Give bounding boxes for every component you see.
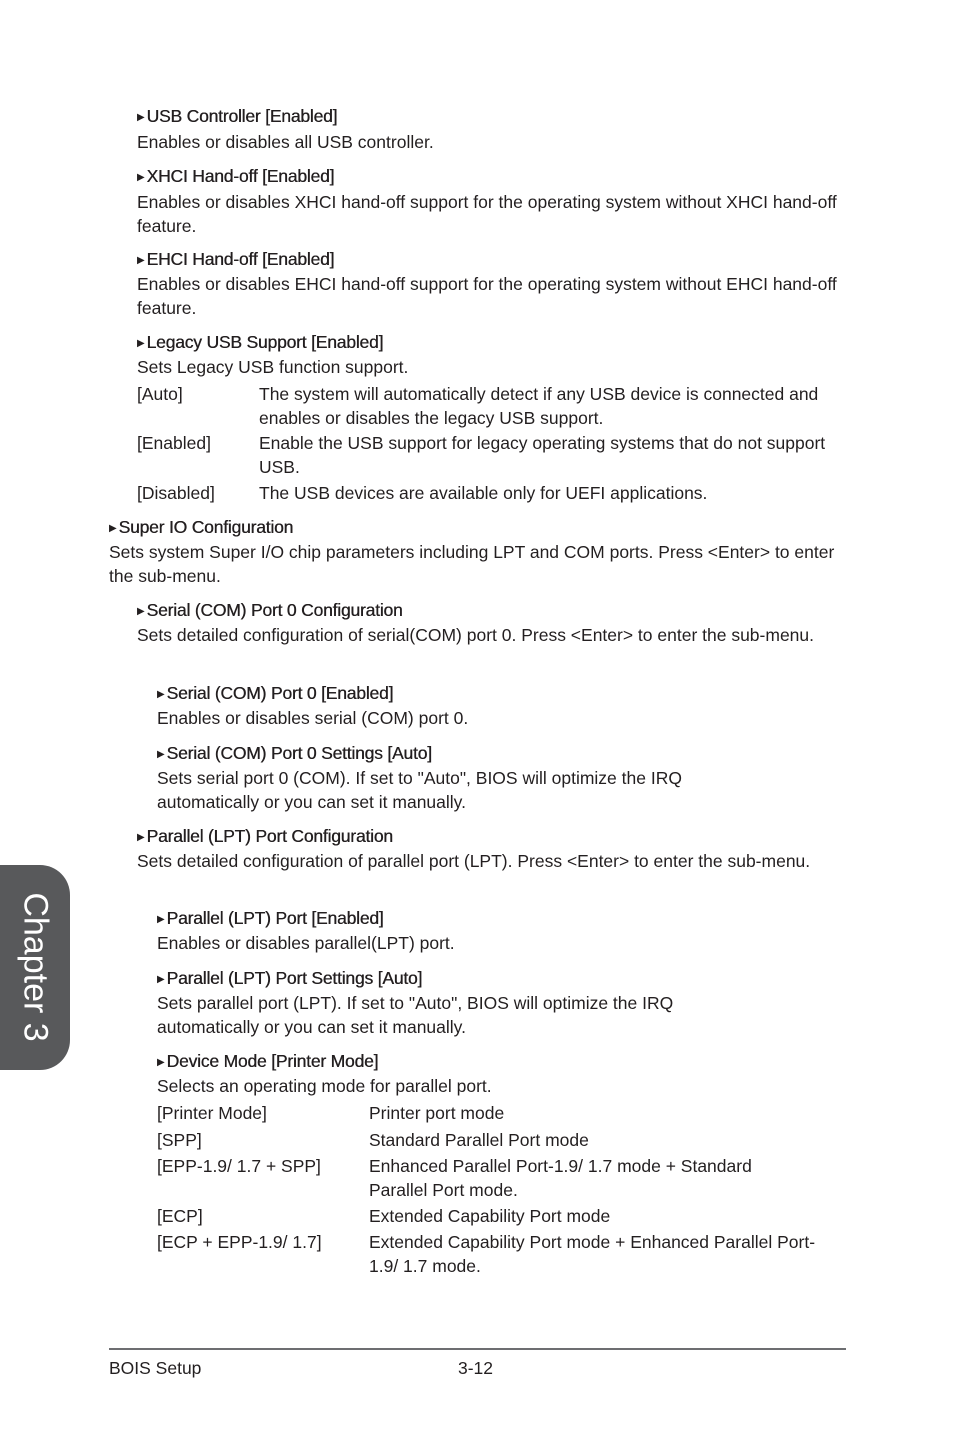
triangle-right-icon: ▶ [157,749,165,760]
chapter-label: Chapter 3 [16,892,55,1042]
option-value: Standard Parallel Port mode [369,1130,589,1150]
section-heading: ▶ Legacy USB Support [Enabled] [137,332,384,352]
triangle-right-icon: ▶ [137,172,145,183]
triangle-right-icon: ▶ [157,689,165,700]
option-value: Printer port mode [369,1103,505,1123]
triangle-right-icon: ▶ [137,338,145,349]
section-heading: ▶ Serial (COM) Port 0 Settings [Auto] [157,743,432,763]
triangle-right-icon: ▶ [137,832,145,843]
triangle-right-icon: ▶ [137,255,145,266]
footer-section-title: BOIS Setup [109,1358,202,1378]
section-description: Sets detailed configuration of serial(COM) port 0. Press <Enter> to enter the sub-menu. [137,625,815,645]
option-value: The system will automatically detect if any USB device is connected and enables or disables the legacy USB support. [259,384,819,428]
section-heading: ▶ Parallel (LPT) Port Configuration [137,826,393,846]
option-key: [ECP] [157,1206,203,1226]
option-key: [SPP] [157,1130,202,1150]
option-key: [EPP-1.9/ 1.7 + SPP] [157,1156,321,1176]
section-description: Enables or disables serial (COM) port 0. [157,708,469,728]
section-description: Sets parallel port (LPT). If set to "Auto", BIOS will optimize the IRQ automatically or you can set it manually. [157,993,674,1037]
option-key: [Auto] [137,384,183,404]
option-value: Enable the USB support for legacy operating systems that do not support USB. [259,433,826,477]
option-key: [Enabled] [137,433,211,453]
section-heading: ▶ Serial (COM) Port 0 Configuration [137,600,403,620]
section-description: Sets Legacy USB function support. [137,357,409,377]
section-description: Selects an operating mode for parallel port. [157,1076,492,1096]
section-heading: ▶ XHCI Hand-off [Enabled] [137,166,335,186]
section-heading: ▶ EHCI Hand-off [Enabled] [137,249,335,269]
triangle-right-icon: ▶ [157,974,165,985]
section-heading: ▶ USB Controller [Enabled] [137,106,338,126]
option-key: [Printer Mode] [157,1103,267,1123]
triangle-right-icon: ▶ [157,914,165,925]
section-description: Sets detailed configuration of parallel port (LPT). Press <Enter> to enter the sub-menu. [137,851,811,871]
option-value: Extended Capability Port mode + Enhanced Parallel Port-1.9/ 1.7 mode. [369,1232,816,1276]
section-description: Enables or disables EHCI hand-off support for the operating system without EHCI hand-off feature. [137,274,837,318]
section-description: Enables or disables all USB controller. [137,132,434,152]
section-description: Sets serial port 0 (COM). If set to "Auto", BIOS will optimize the IRQ automatically or you can set it manually. [157,768,682,812]
section-description: Enables or disables XHCI hand-off support for the operating system without XHCI hand-off feature. [137,192,837,236]
option-value: The USB devices are available only for UEFI applications. [259,483,708,503]
section-description: Enables or disables parallel(LPT) port. [157,933,455,953]
option-key: [Disabled] [137,483,215,503]
triangle-right-icon: ▶ [137,606,145,617]
triangle-right-icon: ▶ [109,523,117,534]
option-key: [ECP + EPP-1.9/ 1.7] [157,1232,322,1252]
triangle-right-icon: ▶ [137,112,145,123]
option-value: Enhanced Parallel Port-1.9/ 1.7 mode + Standard Parallel Port mode. [369,1156,752,1200]
footer-divider [109,1348,846,1350]
section-heading: ▶ Super IO Configuration [109,517,294,537]
section-heading: ▶ Parallel (LPT) Port [Enabled] [157,908,384,928]
footer-page-number: 3-12 [458,1358,494,1378]
section-heading: ▶ Device Mode [Printer Mode] [157,1051,379,1071]
triangle-right-icon: ▶ [157,1057,165,1068]
section-heading: ▶ Parallel (LPT) Port Settings [Auto] [157,968,423,988]
option-value: Extended Capability Port mode [369,1206,611,1226]
section-heading: ▶ Serial (COM) Port 0 [Enabled] [157,683,394,703]
section-description: Sets system Super I/O chip parameters including LPT and COM ports. Press <Enter> to enter the sub-menu. [109,542,835,586]
